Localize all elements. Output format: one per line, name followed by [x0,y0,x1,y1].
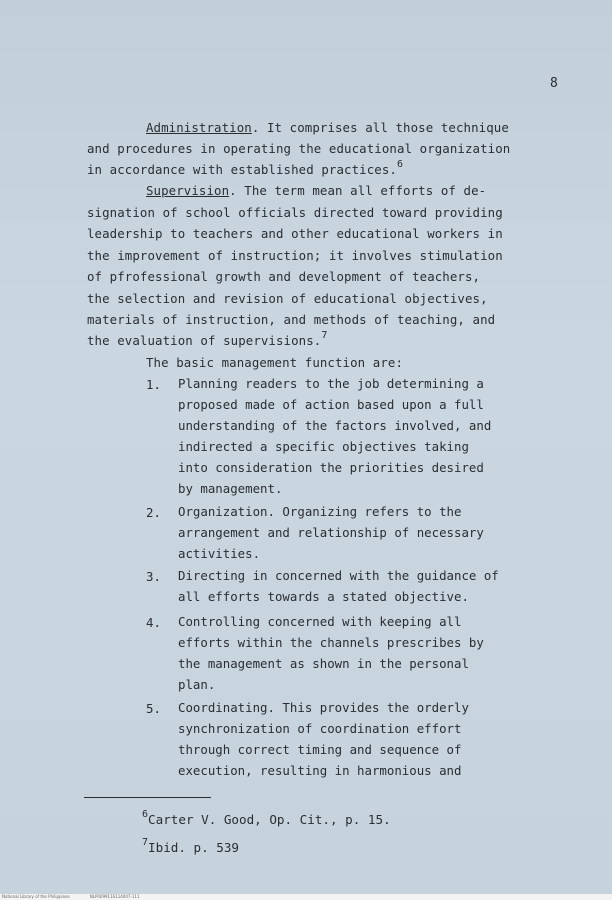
administration-term: Administration [146,120,252,135]
footnote-divider [84,797,211,798]
footnote-6: $^6$Carter V. Good, Op. Cit., p. 15. [142,809,391,827]
supervision-line: the selection and revision of educational objectives, [87,291,488,306]
list-item-organization: Organization. Organizing refers to the arrangement and relationship of necessary activities. [178,504,484,562]
footnote-ref-6: 6 [396,159,404,170]
list-number: 4. [146,615,161,630]
supervision-line: of pfrofessional growth and development of teachers, [87,269,481,284]
list-number: 1. [146,377,161,392]
list-number: 3. [146,569,161,584]
list-item-coordinating: Coordinating. This provides the orderly synchronization of coordination effort through correct timing and sequence of execution, resulting in harmonious and [178,700,469,779]
scan-strip: National Library of the Philippines NLP0099116114007-111 [0,894,612,900]
list-item-controlling: Controlling concerned with keeping all efforts within the channels prescribes by the management as shown in the personal plan. [178,614,484,693]
page-number: 8 [550,76,558,91]
functions-intro: The basic management function are: [146,355,404,370]
list-item-planning: Planning readers to the job determining a proposed made of action based upon a full understanding of the factors involved, and indirected a specific objectives taking into consideration the priorities desired by management. [178,376,492,497]
footnote-ref-7: 7 [321,330,328,341]
list-number: 2. [146,505,161,520]
administration-line-1: Administration. It comprises all those technique [146,120,509,135]
supervision-line-last: the evaluation of supervisions.$^7$ [87,330,328,348]
list-number: 5. [146,701,161,716]
supervision-line: materials of instruction, and methods of teaching, and [87,312,496,327]
administration-line-2: and procedures in operating the educational organization [87,141,511,156]
supervision-line-1: Supervision. The term mean all efforts of de- [146,183,487,198]
footnote-7: $^7$Ibid. p. 539 [142,837,240,855]
administration-line-3: in accordance with established practices.$^6$ [87,159,404,177]
list-item-directing: Directing in concerned with the guidance of all efforts towards a stated objective. [178,568,499,605]
supervision-term: Supervision [146,183,230,198]
supervision-line: the improvement of instruction; it involves stimulation [87,248,503,263]
supervision-line: leadership to teachers and other educational workers in [87,226,503,241]
supervision-line: signation of school officials directed toward providing [87,205,503,220]
